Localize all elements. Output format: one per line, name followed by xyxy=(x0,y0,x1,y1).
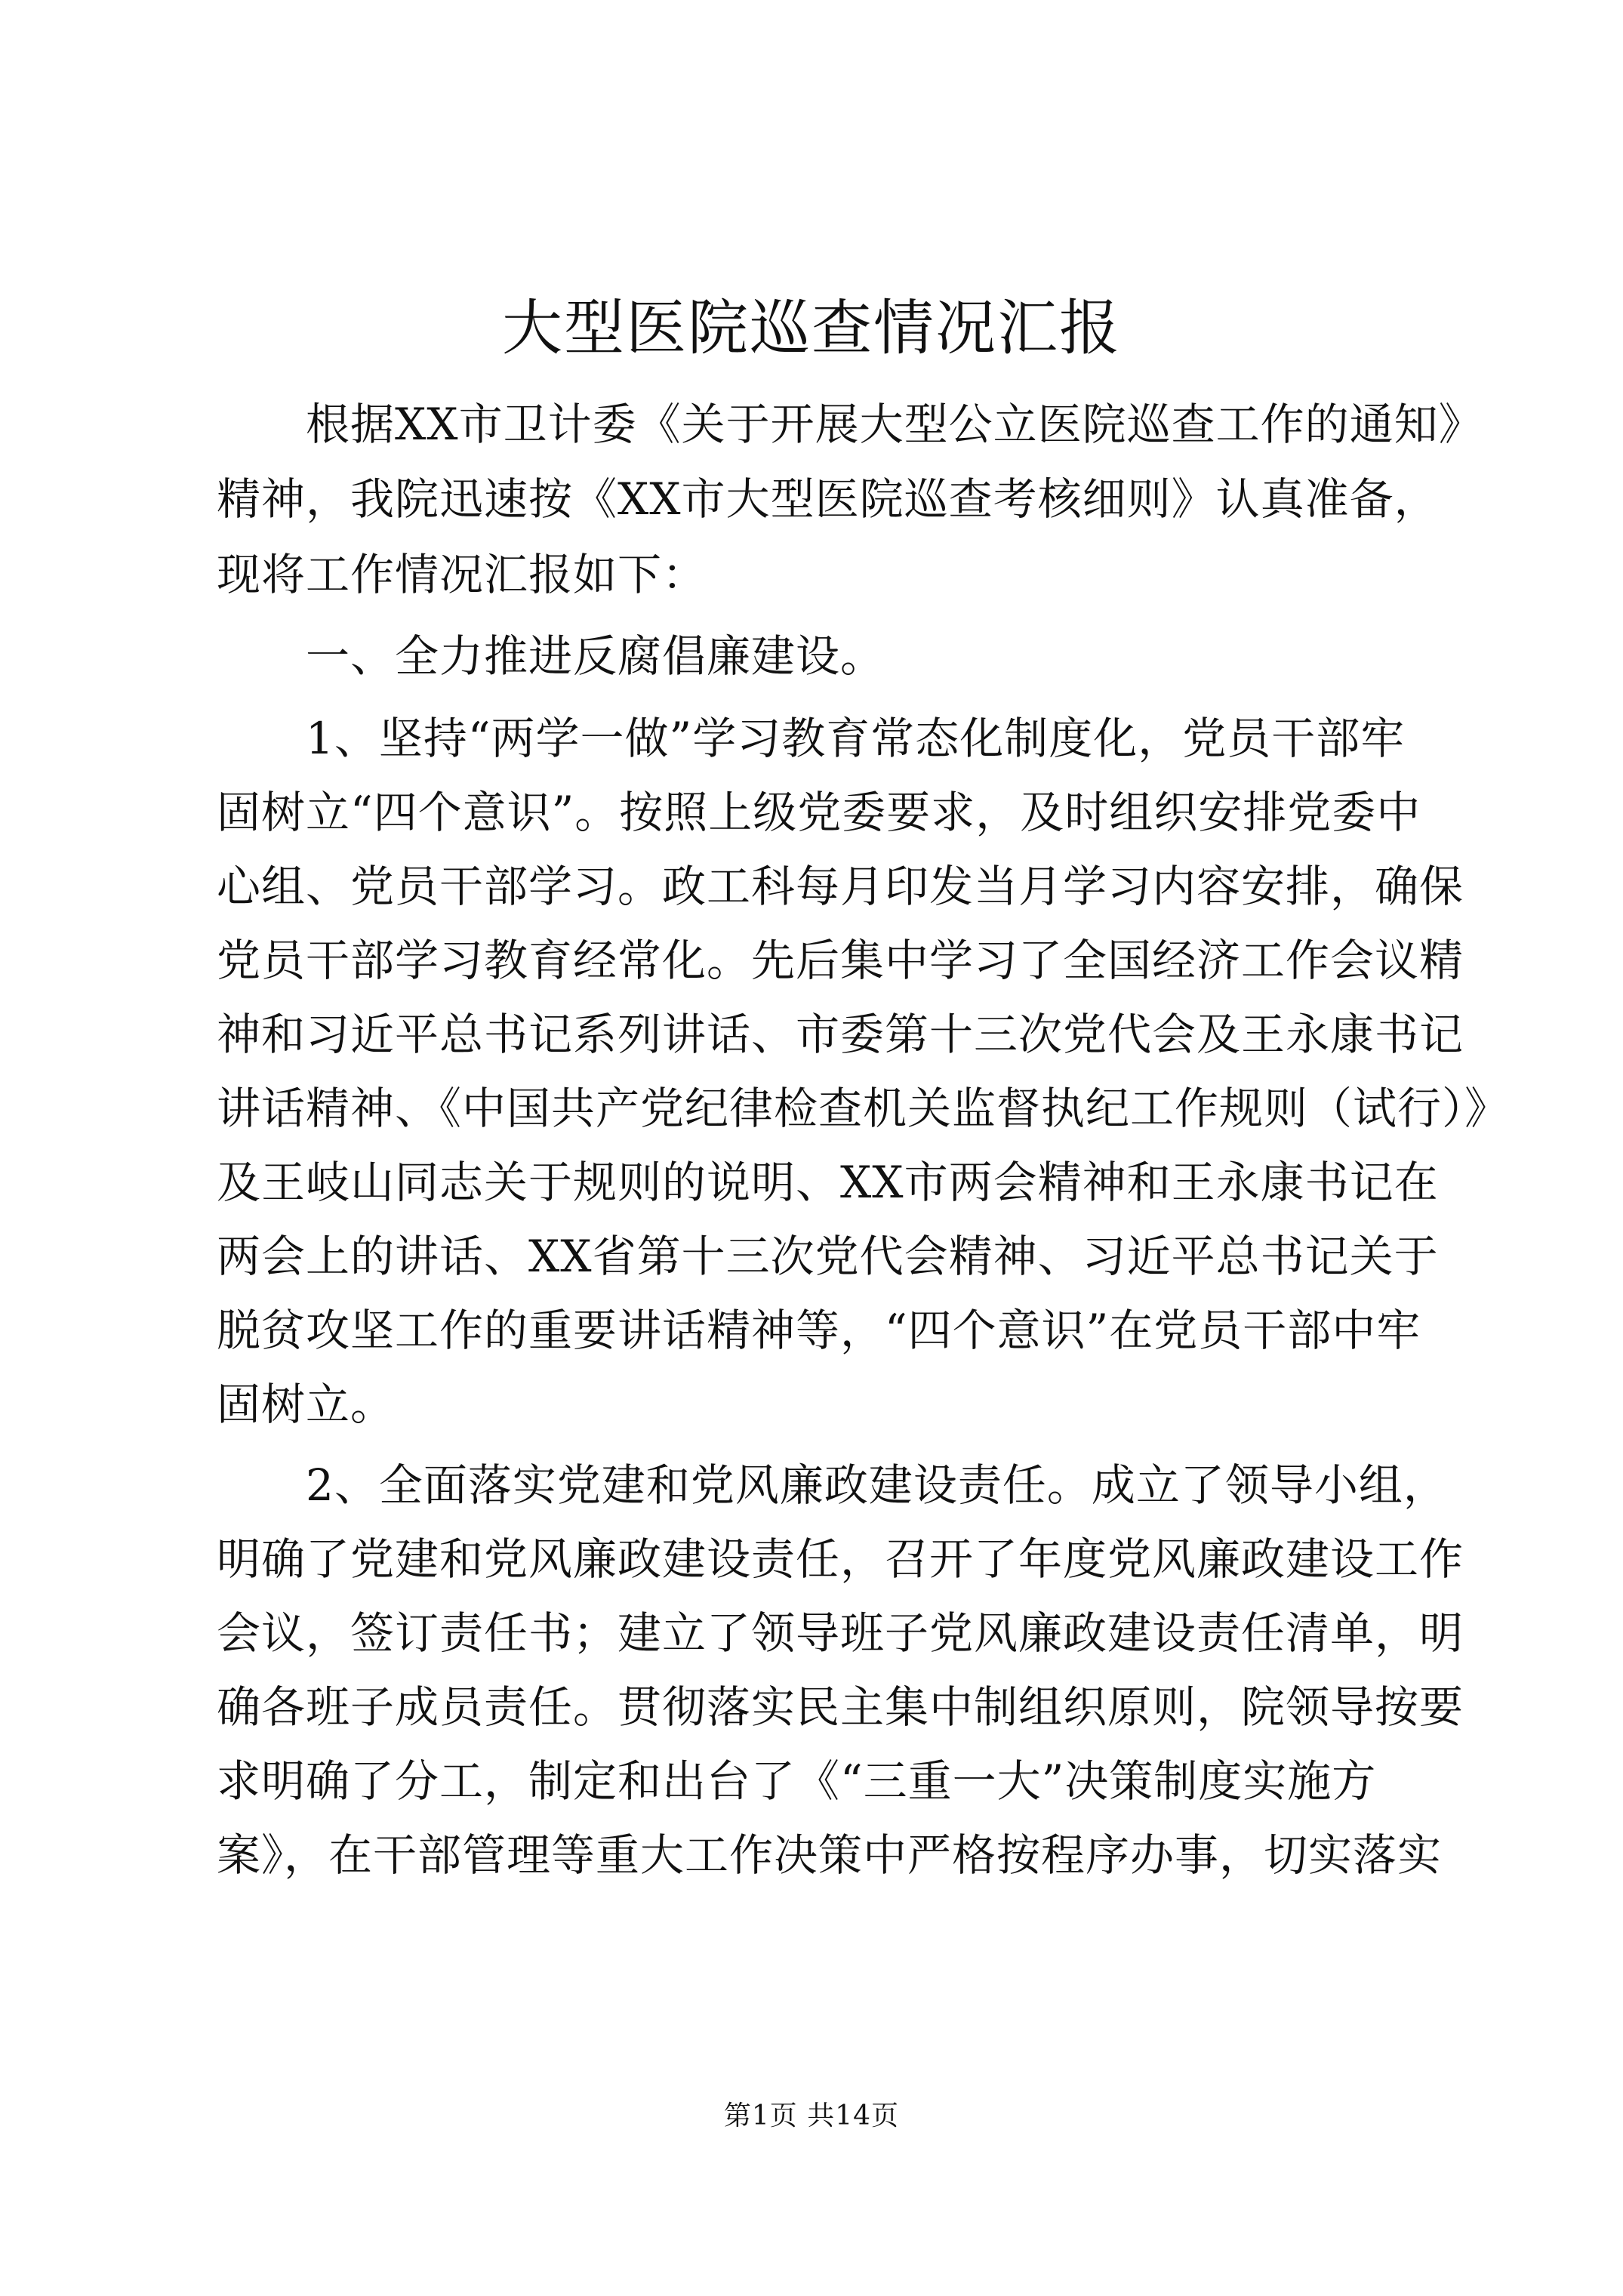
text-line: 求明确了分工，制定和出台了《“三重一大”决策制度实施方 xyxy=(217,1755,1377,1807)
text-line: 固树立。 xyxy=(217,1379,396,1430)
text-line: 脱贫攻坚工作的重要讲话精神等，“四个意识”在党员干部中牢 xyxy=(217,1305,1421,1356)
text-line: 2、全面落实党建和党风廉政建设责任。成立了领导小组， xyxy=(306,1459,1448,1511)
text-line: 会议，签订责任书；建立了领导班子党风廉政建设责任清单，明 xyxy=(217,1607,1464,1659)
text-line: 确各班子成员责任。贯彻落实民主集中制组织原则，院领导按要 xyxy=(217,1681,1464,1733)
text-line: 神和习近平总书记系列讲话、市委第十三次党代会及王永康书记 xyxy=(217,1009,1464,1060)
text-line: 精神，我院迅速按《XX市大型医院巡查考核细则》认真准备， xyxy=(217,473,1439,525)
text-line: 党员干部学习教育经常化。先后集中学习了全国经济工作会议精 xyxy=(217,935,1464,986)
text-line: 明确了党建和党风廉政建设责任，召开了年度党风廉政建设工作 xyxy=(217,1533,1464,1585)
text-line: 讲话精神、《中国共产党纪律检查机关监督执纪工作规则（试行）》 xyxy=(217,1083,1510,1134)
text-line: 及王岐山同志关于规则的说明、XX市两会精神和王永康书记在 xyxy=(217,1157,1439,1208)
text-line: 两会上的讲话、XX省第十三次党代会精神、习近平总书记关于 xyxy=(217,1231,1439,1282)
text-line: 固树立“四个意识”。按照上级党委要求，及时组织安排党委中 xyxy=(217,787,1421,838)
text-line: 根据XX市卫计委《关于开展大型公立医院巡查工作的通知》 xyxy=(306,399,1483,450)
section-heading: 一、全力推进反腐倡廉建设。 xyxy=(306,630,885,682)
text-line: 现将工作情况汇报如下： xyxy=(217,549,707,600)
document-title: 大型医院巡查情况汇报 xyxy=(502,293,1121,363)
text-line: 心组、党员干部学习。政工科每月印发当月学习内容安排，确保 xyxy=(217,861,1464,912)
text-line: 案》，在干部管理等重大工作决策中严格按程序办事，切实落实 xyxy=(217,1829,1443,1881)
text-line: 1、坚持“两学一做”学习教育常态化制度化，党员干部牢 xyxy=(306,713,1406,764)
page-footer: 第1页 共14页 xyxy=(723,2100,900,2131)
